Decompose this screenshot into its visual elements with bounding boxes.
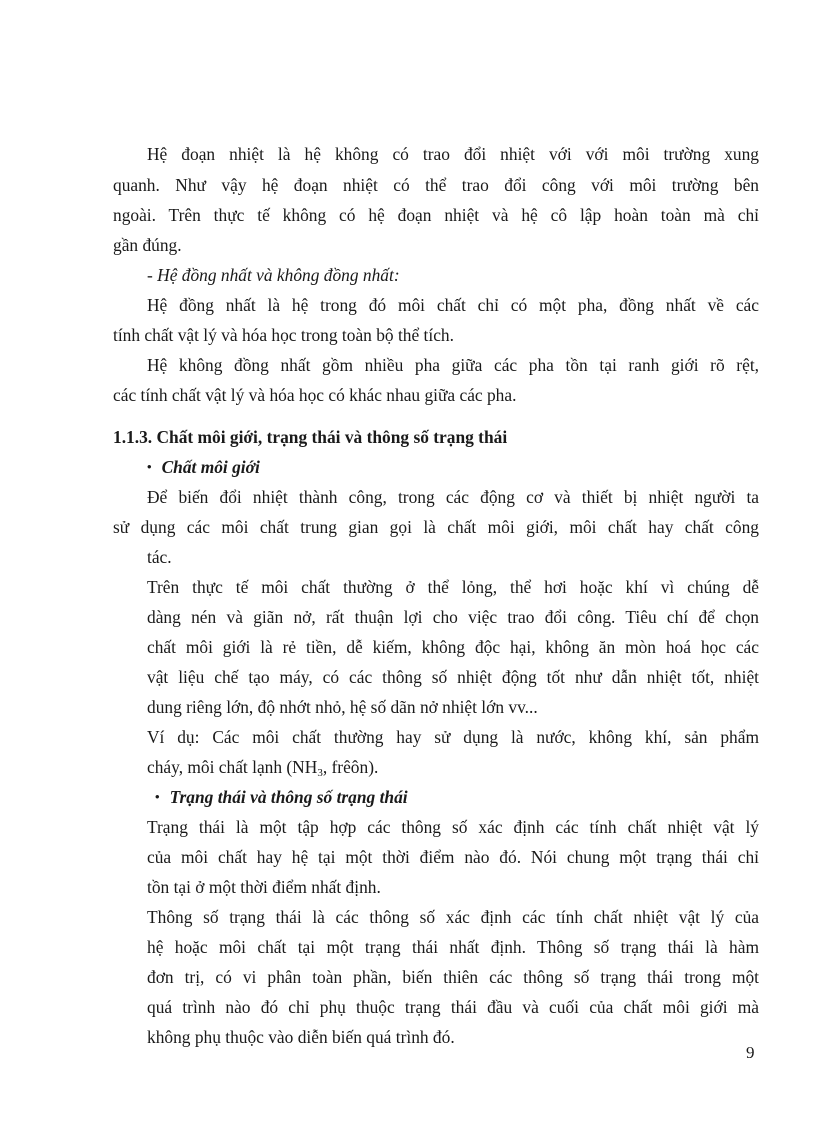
paragraph-line: Ví dụ: Các môi chất thường hay sử dụng là nước, không khí, sản phẩm (147, 727, 759, 747)
paragraph-line: dung riêng lớn, độ nhớt nhỏ, hệ số dãn nở nhiệt lớn vv... (147, 697, 538, 717)
paragraph-line: Hệ đoạn nhiệt là hệ không có trao đổi nhiệt với với môi trường xung (147, 144, 759, 164)
paragraph-line: gần đúng. (113, 235, 182, 255)
paragraph-line: dàng nén và giãn nở, rất thuận lợi cho việc trao đổi công. Tiêu chí để chọn (147, 607, 759, 627)
text-fragment: cháy, môi chất lạnh (NH (147, 757, 318, 777)
text-fragment: , frêôn). (322, 757, 379, 777)
paragraph-line: Để biến đổi nhiệt thành công, trong các động cơ và thiết bị nhiệt người ta (147, 487, 759, 507)
paragraph-line: tác. (147, 547, 172, 567)
bullet-heading (155, 789, 408, 806)
section-heading: 1.1.3. Chất môi giới, trạng thái và thông số trạng thái (113, 427, 508, 447)
paragraph-line: chất môi giới là rẻ tiền, dễ kiếm, không độc hại, không ăn mòn hoá học các (147, 637, 759, 657)
paragraph-line: không phụ thuộc vào diễn biến quá trình đó. (147, 1027, 455, 1047)
bullet-title: Trạng thái và thông số trạng thái (169, 787, 408, 807)
paragraph-line: tính chất vật lý và hóa học trong toàn bộ thể tích. (113, 325, 454, 345)
paragraph-line: các tính chất vật lý và hóa học có khác nhau giữa các pha. (113, 385, 517, 405)
bullet-icon: • (147, 459, 152, 474)
paragraph-line: Trên thực tế môi chất thường ở thể lỏng, thể hơi hoặc khí vì chúng dễ (147, 577, 759, 597)
sub-heading: - Hệ đồng nhất và không đồng nhất: (147, 265, 400, 285)
paragraph-line: sử dụng các môi chất trung gian gọi là chất môi giới, môi chất hay chất công (113, 517, 759, 537)
bullet-heading (147, 459, 260, 476)
paragraph-line: hệ hoặc môi chất tại một trạng thái nhất định. Thông số trạng thái là hàm (147, 937, 759, 957)
paragraph-line: đơn trị, có vi phân toàn phần, biến thiên các thông số trạng thái trong một (147, 967, 759, 987)
paragraph-line: tồn tại ở một thời điểm nhất định. (147, 877, 381, 897)
bullet-title: Chất môi giới (161, 457, 260, 477)
paragraph-line: Hệ đồng nhất là hệ trong đó môi chất chỉ có một pha, đồng nhất về các (147, 295, 759, 315)
paragraph-line: quanh. Như vậy hệ đoạn nhiệt có thể trao đổi công với môi trường bên (113, 175, 759, 195)
paragraph-line: của môi chất hay hệ tại một thời điểm nào đó. Nói chung một trạng thái chỉ (147, 847, 759, 867)
bullet-icon: • (155, 789, 160, 804)
paragraph-line (147, 759, 378, 779)
subscript: 3 (317, 767, 323, 779)
paragraph-line: ngoài. Trên thực tế không có hệ đoạn nhiệt và hệ cô lập hoàn toàn mà chỉ (113, 205, 759, 225)
paragraph-line: vật liệu chế tạo máy, có các thông số nhiệt động tốt như dẫn nhiệt tốt, nhiệt (147, 667, 759, 687)
paragraph-line: Trạng thái là một tập hợp các thông số xác định các tính chất nhiệt vật lý (147, 817, 759, 837)
paragraph-line: Thông số trạng thái là các thông số xác định các tính chất nhiệt vật lý của (147, 907, 759, 927)
paragraph-line: quá trình nào đó chỉ phụ thuộc trạng thái đầu và cuối của chất môi giới mà (147, 997, 759, 1017)
paragraph-line: Hệ không đồng nhất gồm nhiều pha giữa các pha tồn tại ranh giới rõ rệt, (147, 355, 759, 375)
page-number: 9 (746, 1043, 755, 1062)
